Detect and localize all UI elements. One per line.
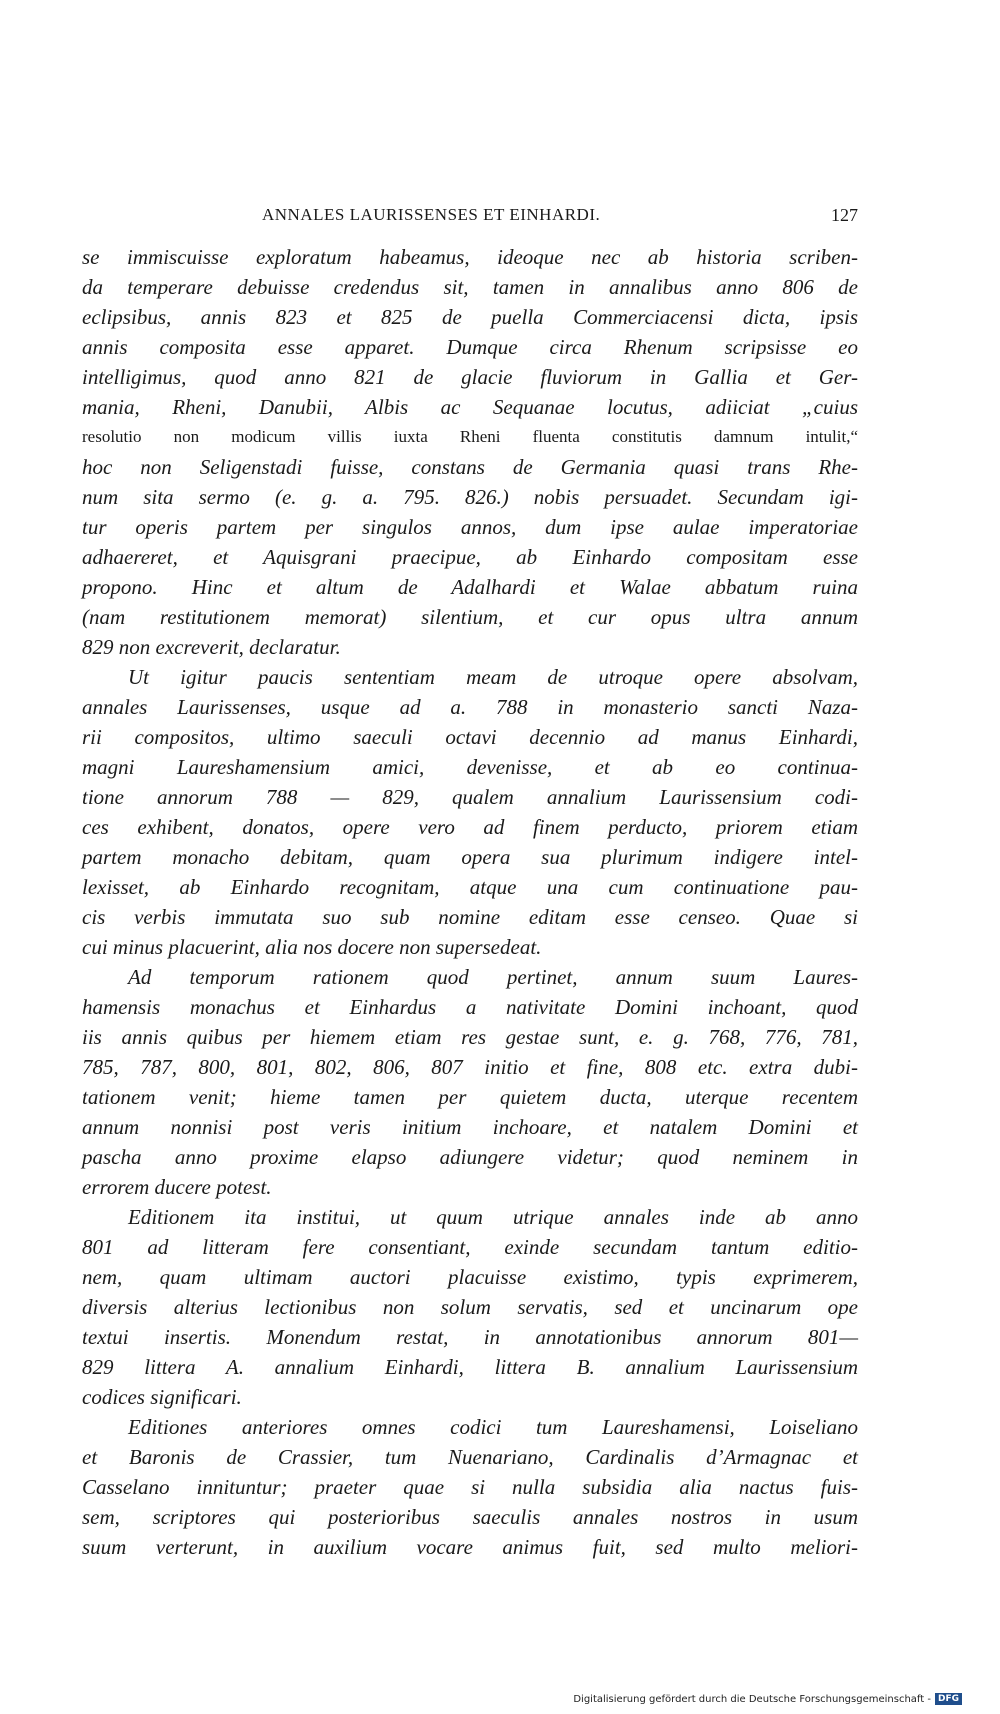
text-line: codices significari.	[82, 1385, 242, 1409]
text-line: num sita sermo (e. g. a. 795. 826.) nobis persuadet. Secundam igi-	[82, 485, 858, 509]
text-line: tione annorum 788 — 829, qualem annalium Laurissensium codi-	[82, 785, 858, 809]
text-line: magni Laureshamensium amici, devenisse, et ab eo continua-	[82, 755, 858, 779]
digitization-credit-text: Digitalisierung gefördert durch die Deutsche Forschungsgemeinschaft -	[573, 1693, 931, 1705]
dfg-logo: DFG	[935, 1693, 962, 1705]
text-line: propono. Hinc et altum de Adalhardi et Walae abbatum ruina	[82, 575, 858, 599]
text-line: Ut igitur paucis sententiam meam de utroque opere absolvam,	[128, 665, 858, 689]
text-line: intelligimus, quod anno 821 de glacie fluviorum in Gallia et Ger-	[82, 365, 858, 389]
page-number: 127	[831, 205, 858, 225]
text-line: mania, Rheni, Danubii, Albis ac Sequanae locutus, adiiciat „cuius	[82, 395, 858, 419]
text-line: Ad temporum rationem quod pertinet, annum suum Laures-	[128, 965, 858, 989]
paragraph-2	[82, 662, 858, 962]
text-line: iis annis quibus per hiemem etiam res gestae sunt, e. g. 768, 776, 781,	[82, 1025, 858, 1049]
text-line: (nam restitutionem memorat) silentium, et cur opus ultra annum	[82, 605, 858, 629]
text-line: eclipsibus, annis 823 et 825 de puella Commerciacensi dicta, ipsis	[82, 305, 858, 329]
text-line: 829 non excreverit, declaratur.	[82, 635, 341, 659]
text-line: 801 ad litteram fere consentiant, exinde secundam tantum editio-	[82, 1235, 858, 1259]
text-line: cis verbis immutata suo sub nomine editam esse censeo. Quae si	[82, 905, 858, 929]
text-line: pascha anno proxime elapso adiungere videtur; quod neminem in	[82, 1145, 858, 1169]
text-line: diversis alterius lectionibus non solum servatis, sed et uncinarum ope	[82, 1295, 858, 1319]
paragraph-3	[82, 962, 858, 1202]
running-head	[82, 205, 858, 231]
text-line: adhaereret, et Aquisgrani praecipue, ab Einhardo compositam esse	[82, 545, 858, 569]
text-line: partem monacho debitam, quam opera sua plurimum indigere intel-	[82, 845, 858, 869]
text-line: nem, quam ultimam auctori placuisse existimo, typis exprimerem,	[82, 1265, 858, 1289]
digitization-credit	[573, 1693, 962, 1705]
text-line: errorem ducere potest.	[82, 1175, 272, 1199]
text-line: Editiones anteriores omnes codici tum Laureshamensi, Loiseliano	[128, 1415, 858, 1439]
text-line: suum verterunt, in auxilium vocare animus fuit, sed multo meliori-	[82, 1535, 858, 1559]
text-line: Editionem ita institui, ut quum utrique annales inde ab anno	[128, 1205, 858, 1229]
text-line: rii compositos, ultimo saeculi octavi decennio ad manus Einhardi,	[82, 725, 858, 749]
text-line: cui minus placuerint, alia nos docere non supersedeat.	[82, 935, 542, 959]
text-line: annales Laurissenses, usque ad a. 788 in monasterio sancti Naza-	[82, 695, 858, 719]
paragraph-1	[82, 242, 858, 662]
text-line-quotation: resolutio non modicum villis iuxta Rheni fluenta constitutis damnum intulit,“	[82, 427, 858, 446]
text-line: da temperare debuisse credendus sit, tamen in annalibus anno 806 de	[82, 275, 858, 299]
body-text	[82, 242, 858, 1562]
text-line: 785, 787, 800, 801, 802, 806, 807 initio et fine, 808 etc. extra dubi-	[82, 1055, 858, 1079]
text-line: textui insertis. Monendum restat, in annotationibus annorum 801—	[82, 1325, 858, 1349]
text-line: se immiscuisse exploratum habeamus, ideoque nec ab historia scriben-	[82, 245, 858, 269]
text-line: Casselano innituntur; praeter quae si nulla subsidia alia nactus fuis-	[82, 1475, 858, 1499]
text-line: annis composita esse apparet. Dumque circa Rhenum scripsisse eo	[82, 335, 858, 359]
text-line: hamensis monachus et Einhardus a nativitate Domini inchoant, quod	[82, 995, 858, 1019]
text-line: tur operis partem per singulos annos, dum ipse aulae imperatoriae	[82, 515, 858, 539]
paragraph-5	[82, 1412, 858, 1562]
text-line: hoc non Seligenstadi fuisse, constans de Germania quasi trans Rhe-	[82, 455, 858, 479]
text-line: tationem venit; hieme tamen per quietem ducta, uterque recentem	[82, 1085, 858, 1109]
text-line: ces exhibent, donatos, opere vero ad finem perducto, priorem etiam	[82, 815, 858, 839]
paragraph-4	[82, 1202, 858, 1412]
text-line: et Baronis de Crassier, tum Nuenariano, Cardinalis d’Armagnac et	[82, 1445, 858, 1469]
text-line: sem, scriptores qui posterioribus saeculis annales nostros in usum	[82, 1505, 858, 1529]
text-line: lexisset, ab Einhardo recognitam, atque una cum continuatione pau-	[82, 875, 858, 899]
text-line: annum nonnisi post veris initium inchoare, et natalem Domini et	[82, 1115, 858, 1139]
running-title: ANNALES LAURISSENSES ET EINHARDI.	[262, 205, 601, 224]
text-line: 829 littera A. annalium Einhardi, littera B. annalium Laurissensium	[82, 1355, 858, 1379]
